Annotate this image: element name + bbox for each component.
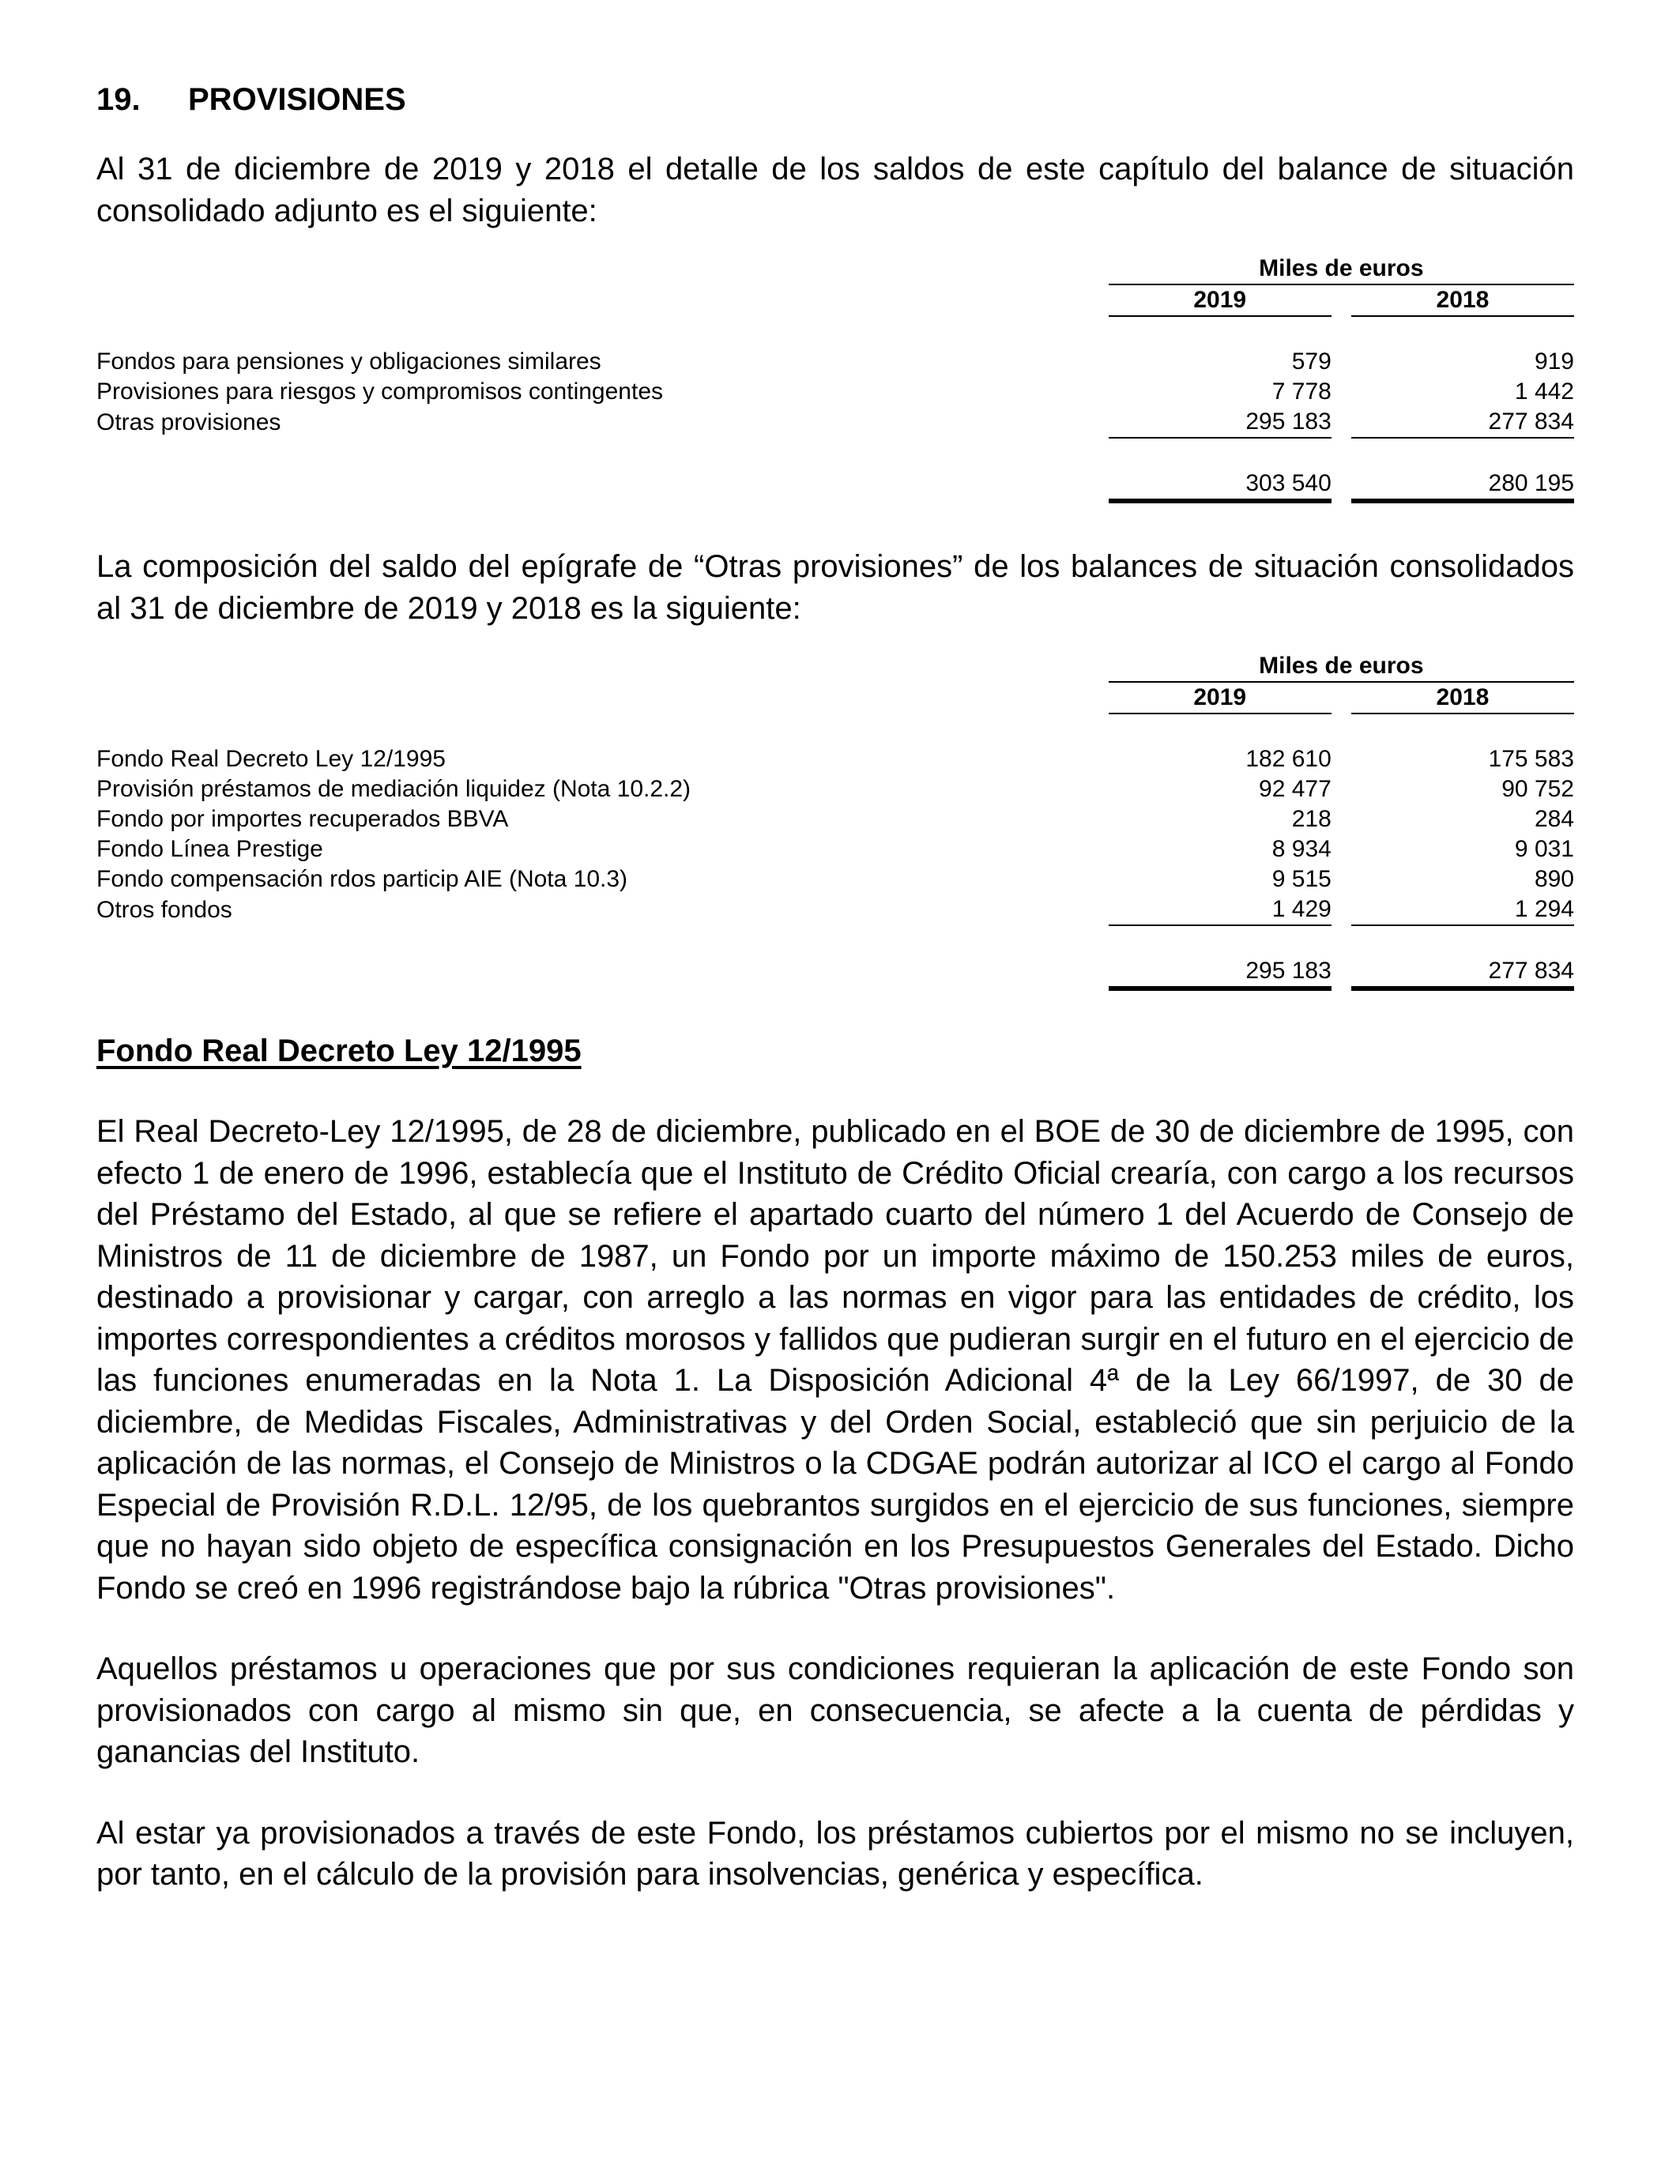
table-header-unit [96, 651, 1574, 682]
year-header-2018: 2018 [1351, 682, 1574, 714]
table-total-row [96, 469, 1574, 501]
body-paragraph: El Real Decreto-Ley 12/1995, de 28 de diciembre, publicado en el BOE de 30 de diciembre de 1995, con efecto 1 de enero de 1996, establecía que el Instituto de Crédito Oficial crearía, con cargo a los recursos del Préstamo del Estado, al que se refiere el apartado cuarto del número 1 del Acuerdo de Consejo de Ministros de 11 de diciembre de 1987, un Fondo por un importe máximo de 150.253 miles de euros, destinado a provisionar y cargar, con arreglo a las normas en vigor para las entidades de crédito, los importes correspondientes a créditos morosos y fallidos que pudieran surgir en el futuro en el ejercicio de las funciones enumeradas en la Nota 1. La Disposición Adicional 4ª de la Ley 66/1997, de 30 de diciembre, de Medidas Fiscales, Administrativas y del Orden Social, estableció que sin perjuicio de la aplicación de las normas, el Consejo de Ministros o la CDGAE podrán autorizar al ICO el cargo al Fondo Especial de Provisión R.D.L. 12/95, de los quebrantos surgidos en el ejercicio de sus funciones, siempre que no hayan sido objeto de específica consignación en los Presupuestos Generales del Estado. Dicho Fondo se creó en 1996 registrándose bajo la rúbrica "Otras provisiones". [96, 1114, 1574, 1606]
section-number: 19. [96, 82, 141, 117]
other-provisions-table [96, 651, 1574, 991]
table-header-years [96, 284, 1574, 316]
table-row [96, 774, 1574, 804]
value-2018: 919 [1534, 348, 1574, 375]
row-label: Otras provisiones [96, 409, 281, 435]
year-header-2019: 2019 [1109, 284, 1332, 316]
table-row [96, 744, 1574, 774]
value-2019: 92 477 [1259, 776, 1332, 802]
row-label: Fondo Línea Prestige [96, 836, 323, 862]
table-header-years [96, 682, 1574, 714]
year-header-2018: 2018 [1351, 284, 1574, 316]
value-2019: 7 778 [1271, 378, 1332, 405]
row-label: Provisión préstamos de mediación liquidez (Nota 10.2.2) [96, 776, 691, 802]
body-paragraph: Al estar ya provisionados a través de este Fondo, los préstamos cubiertos por el mismo no se incluyen, por tanto, en el cálculo de la provisión para insolvencias, genérica y específica. [96, 1815, 1574, 1892]
table-row [96, 347, 1574, 377]
subsection-title: Fondo Real Decreto Ley 12/1995 [96, 1034, 582, 1068]
unit-header: Miles de euros [1109, 254, 1574, 284]
table-row [96, 864, 1574, 894]
total-2019: 303 540 [1109, 469, 1332, 501]
row-label: Fondo por importes recuperados BBVA [96, 806, 509, 832]
row-label: Provisiones para riesgos y compromisos contingentes [96, 378, 663, 405]
provisions-table [96, 254, 1574, 503]
value-2019: 182 610 [1245, 746, 1332, 772]
row-label: Fondo compensación rdos particip AIE (Nota 10.3) [96, 866, 628, 892]
intro-paragraph: Al 31 de diciembre de 2019 y 2018 el detalle de los saldos de este capítulo del balance de situación consolidado adjunto es el siguiente: [96, 152, 1574, 228]
value-2018: 175 583 [1488, 746, 1574, 772]
value-2018: 284 [1534, 806, 1574, 832]
body-paragraph: Aquellos préstamos u operaciones que por sus condiciones requieran la aplicación de este Fondo son provisionados con cargo al mismo sin que, en consecuencia, se afecte a la cuenta de pérdidas y ganancias del Instituto. [96, 1651, 1574, 1769]
value-2019: 1 429 [1109, 894, 1332, 925]
composition-paragraph: La composición del saldo del epígrafe de “Otras provisiones” de los balances de situación consolidados al 31 de diciembre de 2019 y 2018 es la siguiente: [96, 549, 1574, 626]
row-label: Fondos para pensiones y obligaciones similares [96, 348, 601, 375]
total-2018: 277 834 [1351, 956, 1574, 988]
value-2018: 890 [1534, 866, 1574, 892]
value-2019: 8 934 [1271, 836, 1332, 862]
value-2018: 90 752 [1501, 776, 1574, 802]
total-2018: 280 195 [1351, 469, 1574, 501]
table-row [96, 804, 1574, 834]
year-header-2019: 2019 [1109, 682, 1332, 714]
value-2019: 579 [1291, 348, 1332, 375]
table-total-row [96, 956, 1574, 988]
unit-header: Miles de euros [1109, 651, 1574, 682]
total-2019: 295 183 [1109, 956, 1332, 988]
value-2018: 1 294 [1351, 894, 1574, 925]
section-heading [96, 76, 1574, 123]
table-row [96, 377, 1574, 407]
document-page [96, 76, 1574, 1896]
table-row [96, 407, 1574, 438]
value-2019: 9 515 [1271, 866, 1332, 892]
value-2018: 9 031 [1514, 836, 1574, 862]
section-title: PROVISIONES [188, 82, 406, 117]
table-row [96, 834, 1574, 864]
row-label: Otros fondos [96, 897, 232, 923]
row-label: Fondo Real Decreto Ley 12/1995 [96, 746, 446, 772]
value-2019: 295 183 [1109, 407, 1332, 438]
value-2018: 1 442 [1514, 378, 1574, 405]
value-2018: 277 834 [1351, 407, 1574, 438]
table-header-unit [96, 254, 1574, 284]
value-2019: 218 [1291, 806, 1332, 832]
table-row [96, 894, 1574, 925]
